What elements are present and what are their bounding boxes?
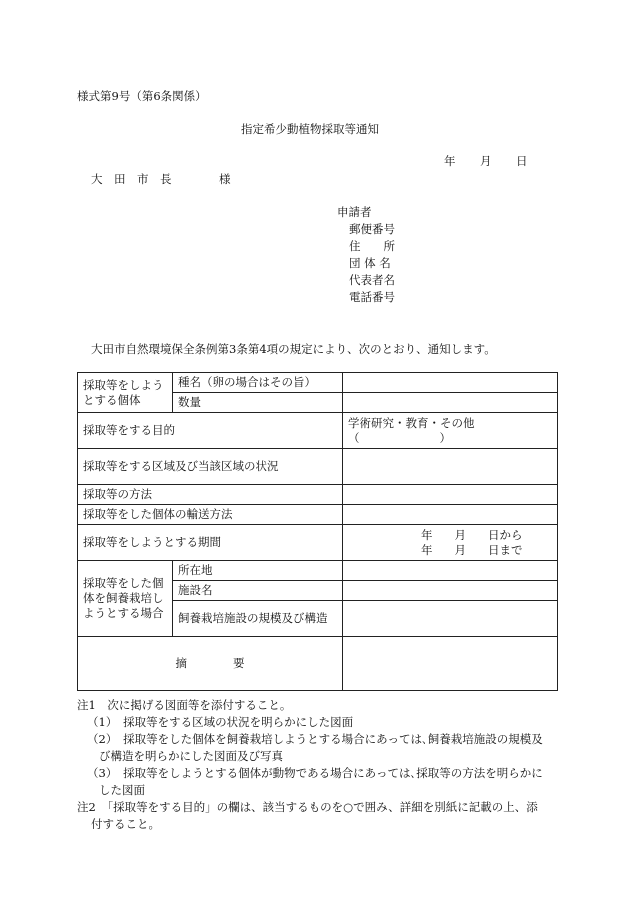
period-label: 採取等をしようとする期間 [78,525,343,561]
breeding-label: 採取等をした個 体を飼養栽培し ようとする場合 [78,561,173,637]
notification-table [77,372,558,691]
applicant-address: 住 所 [349,239,395,253]
note-2: 注2 「採取等をする目的」の欄は、該当するものを○で囲み、詳細を別紙に記載の上、添 [77,800,538,814]
transport-value[interactable] [343,505,558,525]
date-month: 月 [480,154,492,168]
purpose-value[interactable]: 学術研究・教育・その他 （ ） [343,413,558,449]
transport-label: 採取等をした個体の輸送方法 [78,505,343,525]
facility-label: 施設名 [173,581,343,601]
note-2-cont: 付すること。 [91,817,160,831]
applicant-phone: 電話番号 [349,290,395,304]
addressee-mayor: 大 田 市 長 [91,172,172,186]
purpose-label: 採取等をする目的 [78,413,343,449]
facility-value[interactable] [343,581,558,601]
note-1-item-1: （1） 採取等をする区域の状況を明らかにした図面 [87,715,354,729]
target-label: 採取等をしよう とする個体 [78,373,173,413]
note-1: 注1 次に掲げる図面等を添付すること。 [77,698,292,712]
note-1-item-2: （2） 採取等をした個体を飼養栽培しようとする場合にあっては､飼養栽培施設の規模及 [87,732,543,746]
intro-text: 大田市自然環境保全条例第3条第4項の規定により、次のとおり、通知します。 [91,342,496,356]
quantity-value[interactable] [343,393,558,413]
scale-value[interactable] [343,601,558,637]
period-value[interactable]: 年 月 日から 年 月 日まで [343,525,558,561]
note-1-item-3-cont: した図面 [99,783,145,797]
scale-label: 飼養栽培施設の規模及び構造 [173,601,343,637]
notes [77,697,557,833]
applicant-org: 団 体 名 [349,256,391,270]
area-label: 採取等をする区域及び当該区域の状況 [78,449,343,485]
note-1-item-2-cont: び構造を明らかにした図面及び写真 [99,749,283,763]
species-label: 種名（卵の場合はその旨） [173,373,343,393]
page-title: 指定希少動植物採取等通知 [241,122,379,136]
method-value[interactable] [343,485,558,505]
note-1-item-3: （3） 採取等をしようとする個体が動物である場合にあっては､採取等の方法を明らかに [87,766,543,780]
applicant-postal: 郵便番号 [349,222,395,236]
addressee-honorific: 様 [219,172,231,186]
summary-label: 摘 要 [78,637,343,691]
summary-value[interactable] [343,637,558,691]
method-label: 採取等の方法 [78,485,343,505]
species-value[interactable] [343,373,558,393]
applicant-heading: 申請者 [337,205,372,219]
form-number: 様式第9号（第6条関係） [77,89,207,103]
location-value[interactable] [343,561,558,581]
date-day: 日 [516,154,528,168]
date-year: 年 [444,154,456,168]
quantity-label: 数量 [173,393,343,413]
location-label: 所在地 [173,561,343,581]
applicant-rep: 代表者名 [349,273,395,287]
area-value[interactable] [343,449,558,485]
